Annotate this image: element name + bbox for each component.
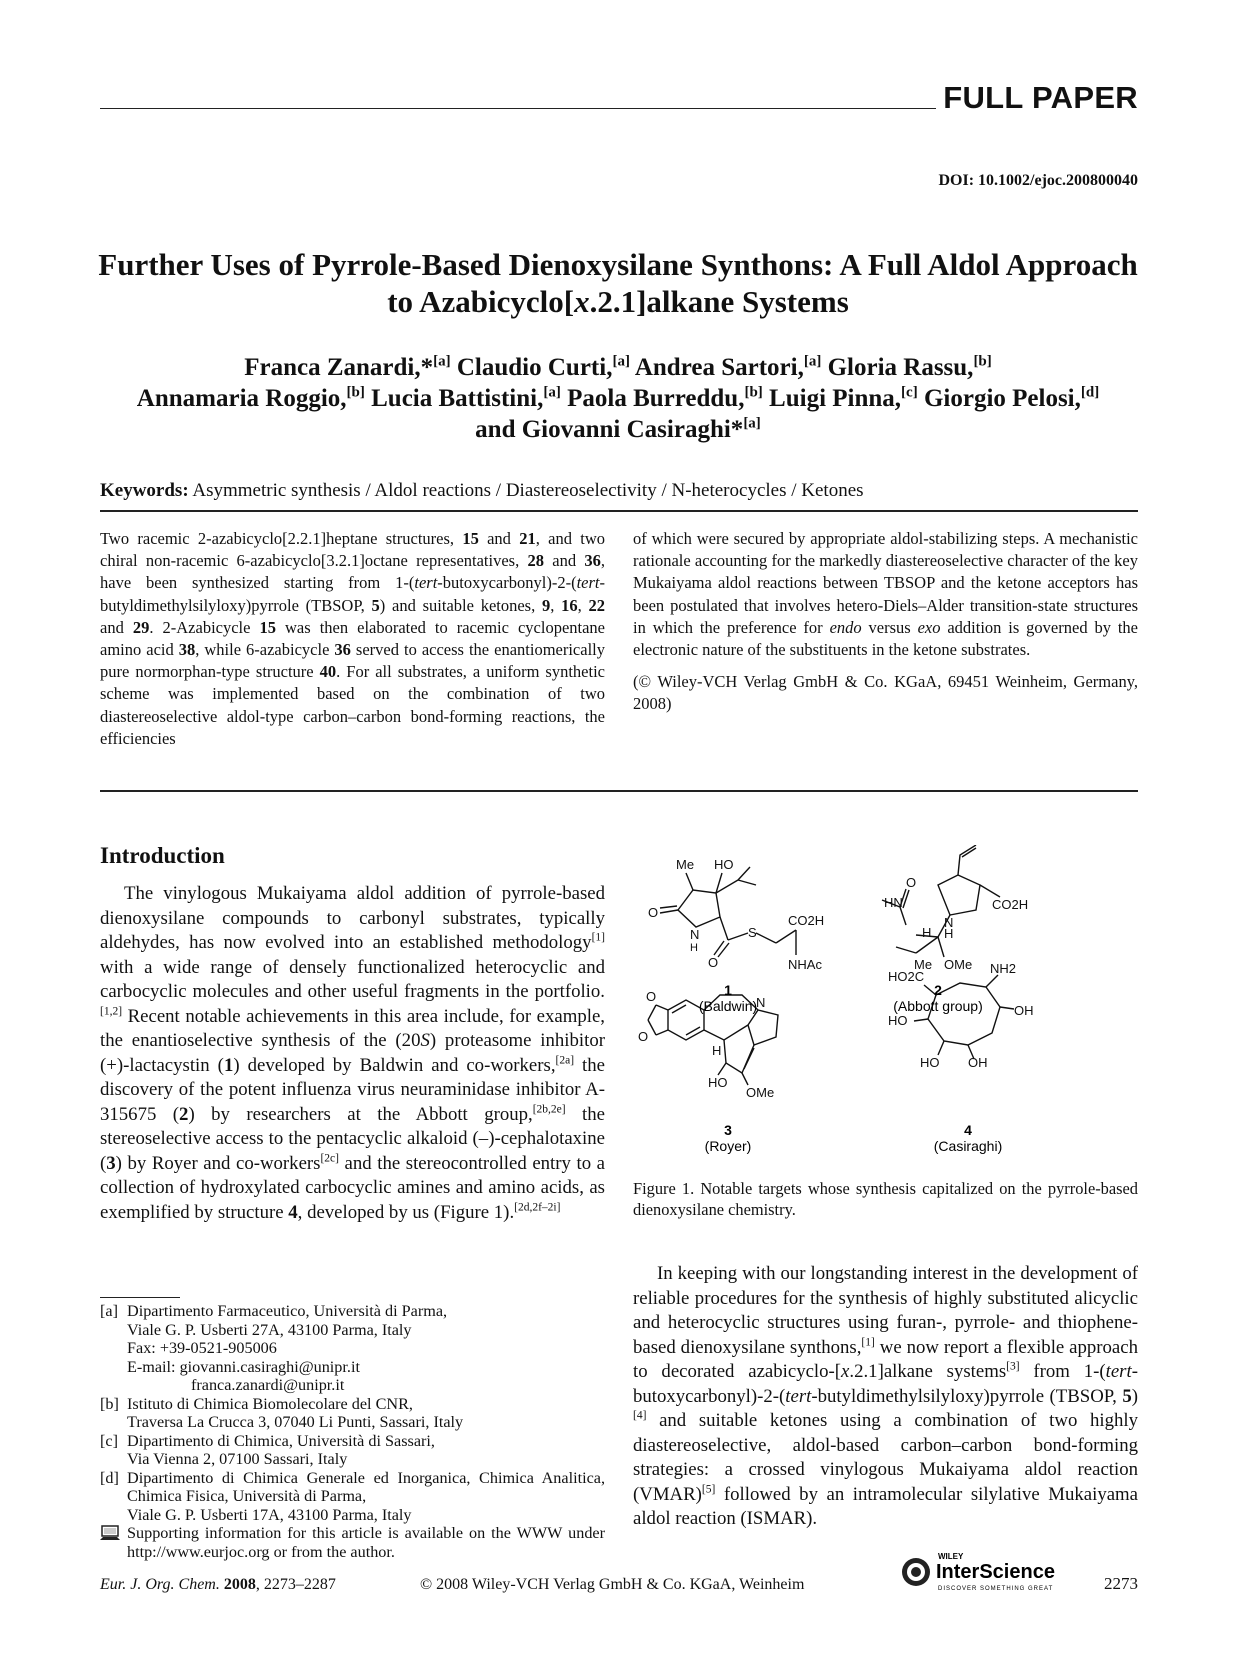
compound-number: 1	[724, 982, 732, 998]
author-line-3	[98, 414, 1138, 445]
atom-label: O	[638, 1029, 649, 1044]
abstract-text-left: Two racemic 2-azabicyclo[2.2.1]heptane structures, 15 and 21, and two chiral non-racemic 6-azabicyclo[3.2.1]octane representatives, 28 and 36, have been synthesized starting from 1-(tert-butoxycarbonyl)-2-(tert-butyldimethylsilyloxy)pyrrole (TBSOP, 5) and suitable ketones, 9, 16, 22 and 29. 2-Azabicycle 15 was then elaborated to racemic cyclopentane amino acid 38, while 6-azabicycle 36 served to access the enantiomerically pure normorphan-type structure 40. For all substrates, a uniform synthetic scheme was implemented based on the combination of two diastereoselective aldol-type carbon–carbon bond-forming reactions, the efficiencies	[100, 529, 606, 748]
atom-label: H	[690, 942, 698, 954]
header-rule	[100, 108, 936, 109]
author-list	[98, 352, 1138, 445]
footer-copyright: © 2008 Wiley-VCH Verlag GmbH & Co. KGaA, Weinheim	[420, 1576, 805, 1593]
compound-number: 3	[724, 1122, 732, 1138]
keywords-label: Keywords:	[100, 480, 189, 501]
keywords-text: Asymmetric synthesis / Aldol reactions / Diastereoselectivity / N-heterocycles / Ketones	[192, 480, 864, 501]
introduction-heading: Introduction	[100, 843, 225, 868]
compound-number: 2	[934, 982, 942, 998]
atom-label: NH2	[990, 961, 1017, 976]
abstract-top-rule	[100, 510, 1138, 512]
atom-label: O	[906, 875, 917, 890]
introduction-column-left	[100, 882, 605, 1225]
atom-label: H	[944, 926, 954, 941]
compound-source: (Casiraghi)	[933, 1138, 1003, 1154]
atom-label: N	[690, 927, 700, 942]
svg-text:InterScience: InterScience	[936, 1561, 1055, 1583]
abstract-column-left	[100, 528, 605, 750]
footnote-c: [c] Dipartimento di Chimica, Università di Sassari, Via Vienna 2, 07100 Sassari, Italy	[100, 1431, 435, 1468]
figure-1	[638, 845, 1138, 1165]
atom-label: HN	[884, 895, 903, 910]
atom-label: Me	[914, 957, 933, 972]
article-title	[98, 246, 1138, 320]
author-line-1	[98, 352, 1138, 383]
affiliation-marker: [a]	[743, 415, 761, 432]
compound-source: (Baldwin)	[698, 998, 758, 1014]
svg-text:WILEY: WILEY	[938, 1552, 964, 1561]
author-line-2	[98, 383, 1138, 414]
email-link[interactable]: franca.zanardi@unipr.it	[191, 1376, 345, 1394]
email-link[interactable]: E-mail: giovanni.casiraghi@unipr.it	[127, 1357, 360, 1376]
title-line-2: to Azabicyclo[x.2.1]alkane Systems	[387, 284, 849, 319]
atom-label: O	[708, 955, 719, 970]
atom-label: H	[712, 1043, 722, 1058]
atom-label: CO2H	[788, 913, 825, 928]
author: Claudio Curti,	[456, 354, 613, 381]
atom-label: HO	[888, 1013, 908, 1028]
author: and Giovanni Casiraghi*	[475, 416, 744, 443]
atom-label: OMe	[746, 1085, 775, 1100]
atom-label: HO	[714, 857, 734, 872]
author: Paola Burreddu,	[567, 385, 745, 412]
keywords	[100, 480, 864, 502]
compound-source: (Abbott group)	[893, 998, 983, 1014]
doi[interactable]: DOI: 10.1002/ejoc.200800040	[938, 172, 1138, 189]
atom-label: N	[756, 995, 766, 1010]
atom-label: NHAc	[788, 957, 822, 972]
atom-label: OH	[968, 1055, 988, 1070]
affiliation-marker: [a]	[543, 384, 561, 401]
abstract-text-right: of which were secured by appropriate aldol-stabilizing steps. A mechanistic rationale accounting for the markedly diastereoselective character of the key Mukaiyama aldol reactions between TBSOP and the ketone acceptors has been postulated that involves hetero-Diels–Alder transition-state structures in which the preference for endo versus exo addition is governed by the electronic nature of the substituents in the ketone substrates.	[633, 529, 1138, 660]
introduction-paragraph-2: In keeping with our longstanding interest in the development of reliable procedures for the synthesis of highly substituted alicyclic and heterocyclic structures using furan-, pyrrole- and thiophene-based dienoxysilane synthons,[1] we now report a flexible approach to decorated azabicyclo-[x.2.1]alkane systems[3] from 1-(tert-butoxycarbonyl)-2-(tert-butyldimethylsilyloxy)pyrrole (TBSOP, 5)[4] and suitable ketones using a combination of two highly diastereoselective, aldol-based carbon–carbon bond-forming strategies: a crossed vinylogous Mukaiyama aldol reaction (VMAR)[5] followed by an intramolecular silylative Mukaiyama aldol reaction (ISMAR).	[633, 1263, 1138, 1529]
atom-label: Me	[676, 857, 695, 872]
author: Lucia Battistini,	[371, 385, 544, 412]
compound-number: 4	[964, 1122, 972, 1138]
affiliation-marker: [b]	[973, 353, 992, 370]
affiliation-footnotes	[100, 1302, 605, 1561]
author: Franca Zanardi,*	[244, 354, 434, 381]
footnote-d: [d] Dipartimento di Chimica Generale ed Inorganica, Chimica Analitica, Chimica Fisica, Università di Parma, Viale G. P. Usberti 17A, 43100 Parma, Italy	[100, 1468, 605, 1524]
title-line-1: Further Uses of Pyrrole-Based Dienoxysilane Synthons: A Full Aldol Approach	[98, 247, 1138, 282]
atom-label: HO	[708, 1075, 728, 1090]
affiliation-marker: [b]	[346, 384, 365, 401]
introduction-paragraph-1: The vinylogous Mukaiyama aldol addition of pyrrole-based dienoxysilane compounds to carbonyl substrates, typically aldehydes, has now evolved into an established methodology[1] with a wide range of densely functionalized heterocyclic and carbocyclic molecules and other useful fragments in the portfolio.[1,2] Recent notable achievements in this area include, for example, the enantioselective synthesis of the (20S) proteasome inhibitor (+)-lactacystin (1) developed by Baldwin and co-workers,[2a] the discovery of the potent influenza virus neuraminidase inhibitor A-315675 (2) by researchers at the Abbott group,[2b,2e] the stereoselective access to the pentacyclic alkaloid (–)-cephalotaxine (3) by Royer and co-workers[2c] and the stereocontrolled entry to a collection of hydroxylated carbocyclic amines and amino acids, as exemplified by structure 4, developed by us (Figure 1).[2d,2f–2i]	[100, 883, 605, 1223]
atom-label: N	[944, 915, 954, 930]
affiliation-marker: [a]	[612, 353, 630, 370]
atom-label: O	[646, 989, 657, 1004]
atom-label: CO2H	[992, 897, 1029, 912]
atom-label: HO	[920, 1055, 940, 1070]
introduction-column-right	[633, 1262, 1138, 1532]
footnote-a: [a] Dipartimento Farmaceutico, Università di Parma, Viale G. P. Usberti 27A, 43100 Parma, Italy Fax: +39-0521-905006 E-mail: giovanni.casiraghi@unipr.it franca.zanardi@unipr.it	[100, 1302, 605, 1395]
author: Andrea Sartori,	[634, 354, 804, 381]
wiley-interscience-logo[interactable]	[898, 1548, 1058, 1598]
author: Gloria Rassu,	[827, 354, 974, 381]
journal-citation: Eur. J. Org. Chem. 2008, 2273–2287	[100, 1576, 336, 1593]
computer-icon	[100, 1524, 120, 1547]
affiliation-marker: [c]	[901, 384, 918, 401]
author: Luigi Pinna,	[769, 385, 902, 412]
atom-label: H	[922, 925, 932, 940]
svg-text:DISCOVER SOMETHING GREAT: DISCOVER SOMETHING GREAT	[938, 1586, 1054, 1592]
footnote-rule	[100, 1297, 180, 1298]
abstract-bottom-rule	[100, 790, 1138, 792]
section-label: FULL PAPER	[943, 80, 1138, 115]
atom-label: O	[648, 905, 659, 920]
footnote-supporting-info: Supporting information for this article is available on the WWW under http://www.eurjoc.org or from the author.	[100, 1524, 605, 1561]
footnote-b: [b] Istituto di Chimica Biomolecolare del CNR, Traversa La Crucca 3, 07040 Li Punti, Sassari, Italy	[100, 1394, 464, 1431]
figure-caption: Figure 1. Notable targets whose synthesis capitalized on the pyrrole-based dienoxysilane chemistry.	[633, 1179, 1138, 1219]
author: Annamaria Roggio,	[136, 385, 347, 412]
affiliation-marker: [b]	[744, 384, 763, 401]
atom-label: OMe	[944, 957, 973, 972]
affiliation-marker: [a]	[433, 353, 451, 370]
abstract-copyright: (© Wiley-VCH Verlag GmbH & Co. KGaA, 69451 Weinheim, Germany, 2008)	[633, 672, 1138, 714]
atom-label: OH	[1014, 1003, 1034, 1018]
compound-source: (Royer)	[704, 1138, 752, 1154]
abstract-column-right	[633, 528, 1138, 716]
atom-label: HO2C	[888, 969, 925, 984]
author: Giorgio Pelosi,	[923, 385, 1081, 412]
atom-label: S	[748, 925, 757, 940]
page-number: 2273	[1104, 1574, 1138, 1593]
affiliation-marker: [a]	[803, 353, 822, 370]
affiliation-marker: [d]	[1080, 384, 1100, 401]
